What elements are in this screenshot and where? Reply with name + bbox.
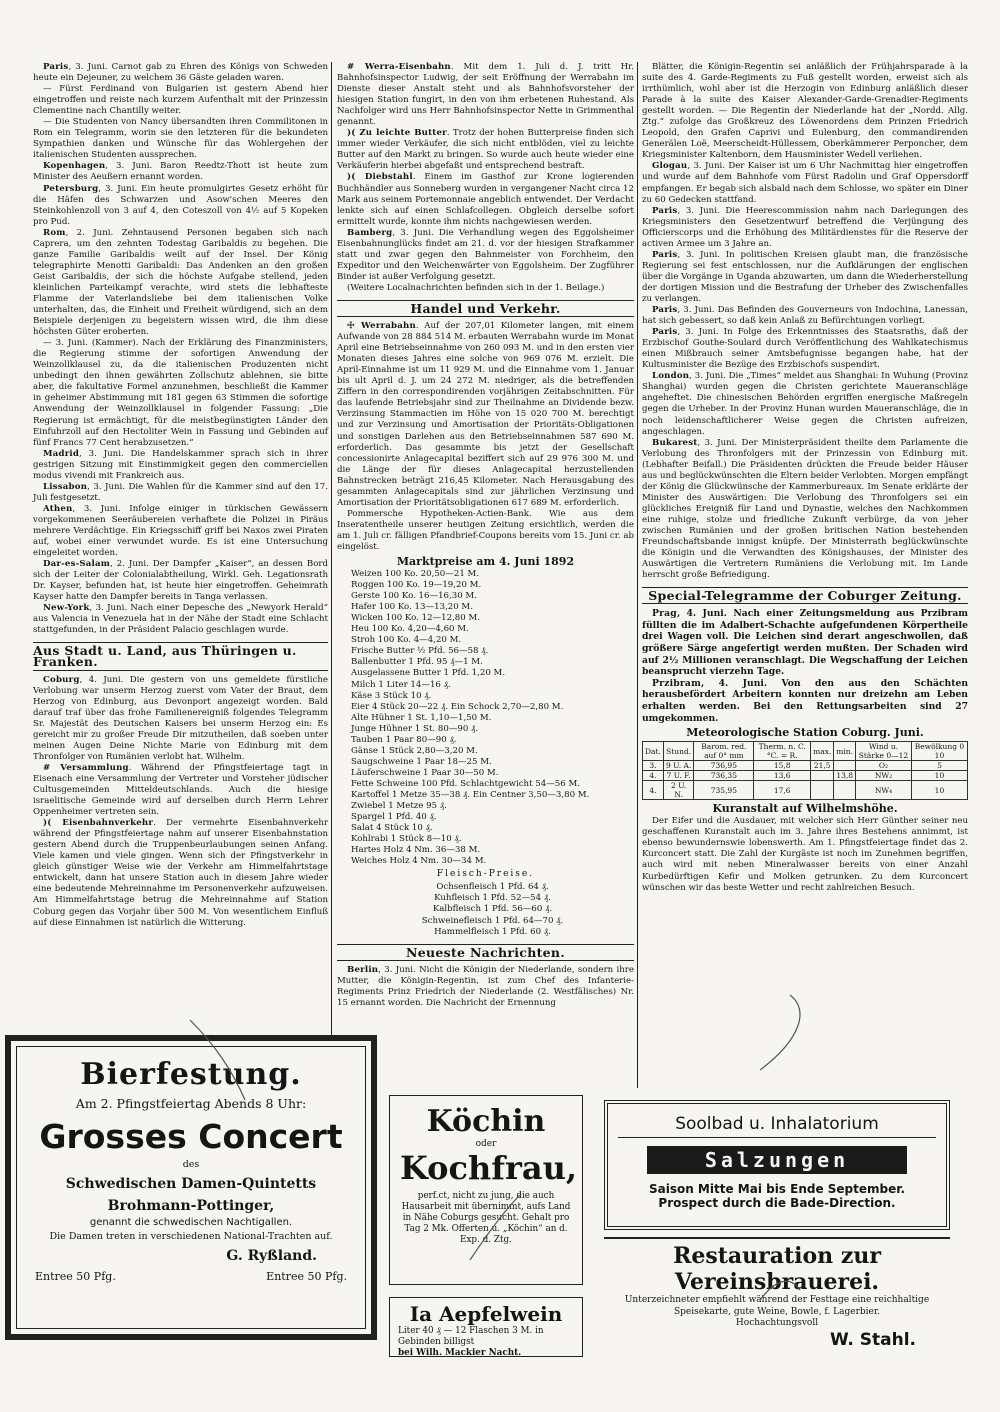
article-text: , 3. Juni. Nach einer Depesche des „Newyork Herald“ aus Valencia in Venezuela hat in der Nähe der Stadt eine Schlacht stattgefunden, in der Präsident Palacio geschlagen wurde. (33, 603, 328, 636)
article-dateline: ☩ Werrabahn (347, 321, 416, 332)
table-cell: 736,95 (694, 761, 754, 771)
article-dateline: Madrid (43, 448, 80, 459)
article-text: — 3. Juni. (Kammer). Nach der Erklärung des Finanzministers, die Regierung stimme der sofortigen Anwendung der Weinzollklausel zu, da die italienischen Produzenten nicht unbedingt den ihnen gewährten Zollschutz ablehnen, sie bitte aber, die fakultative Formel anzunehmen, beschließt die Kammer in geheimer Abstimmung mit 181 gegen 63 Stimmen die sofortige Anwendung der Weinzollklausel in folgender Fassung: „Die Regierung ist ermächtigt, für die meistbegünstigten Länder den Einfuhrzoll auf den Hectoliter Wein in Fassung und Gebinden auf fünf Francs 77 Cent herabzusetzen.“ (33, 338, 328, 448)
meteo-title: Meteorologische Station Coburg. Juni. (686, 726, 924, 740)
ad-group: Schwedischen Damen-Quintetts (65, 1176, 317, 1192)
market-price-line: Weizen 100 Ko. 20,50—21 M. (351, 569, 480, 580)
article-text: , 3. Juni. Carnot gab zu Ehren des Königs von Schweden heute ein Dejeuner, zu welchem 36 Gäste geladen waren. (33, 62, 328, 84)
article-paragraph (33, 62, 328, 84)
section-title: Neueste Nachrichten. (337, 944, 634, 961)
market-price-line: Stroh 100 Ko. 4—4,20 M. (351, 635, 462, 646)
article-paragraph (642, 438, 968, 582)
article-paragraph (33, 449, 328, 482)
article-paragraph (642, 327, 968, 371)
article-text: — Die Studenten von Nancy übersandten ihren Commilitonen in Rom ein Telegramm, worin sie den letzteren für die bekundeten Sympathien danken und Wünsche für das Wohlergehen der italienischen Studenten aussprechen. (33, 117, 328, 161)
article-text: , 3. Juni. Die „Times“ meldet aus Shanghai: In Wuhung (Provinz Shanghai) wurden gegen die Christen gerichtete Maueranschläge angeheftet. Die chinesischen Behörden ergriffen energische Maßregeln gegen die Urheber. In der Provinz Hunan wurden Maueranschläge, die in noch leidenschaftlicherer Weise gegen die Christen aufreizen, angeschlagen. (642, 371, 968, 437)
ad-note: Die Damen treten in verschiedenen National-Trachten auf. (49, 1231, 333, 1242)
article-paragraph (33, 603, 328, 636)
article-text: . Während der Pfingstfeiertage tagt in Eisenach eine Versammlung der Vertreter und Vorsteher jüdischer Cultusgemeinden Mitteldeutschlands. Auch die hiesige israelitische Gemeinde wird auf derselben durch Herrn Lehrer Oppenheimer vertreten sein. (33, 762, 328, 818)
divider (618, 1137, 936, 1138)
article-paragraph (337, 283, 634, 294)
article-dateline: Rom (43, 227, 66, 238)
market-price-line: Ballenbutter 1 Pfd. 95 ₰—1 M. (351, 657, 483, 668)
table-cell (811, 771, 834, 781)
article-text: , 3. Juni. Ein heute promulgirtes Gesetz erhöht für die Häfen des Schwarzen und Asow'schen Meeres den Steinkohlenzoll von 3 auf 4, den Coteszoll von 4½ auf 5 Kopeken pro Pud. (33, 183, 328, 227)
article-text: , 3. Juni. Infolge einiger in türkischen Gewässern vorgekommenen Seeräubereien verhaftete die Polizei in Piräus mehrere Verdächtige. Ein Kriegsschiff griff bei Naxos zwei Piraten auf, wobei einer verwundet wurde. Es ist eine Untersuchung eingeleitet worden. (33, 503, 328, 559)
article-dateline: Paris (652, 327, 678, 338)
article-dateline: Prag (652, 608, 677, 620)
article-paragraph (337, 228, 634, 283)
table-header-cell: Therm. n. C. °C. = R. (754, 742, 811, 761)
article-text: , 3. Juni. Baron Reedtz-Thott ist heute zum Minister des Aeußern ernannt worden. (33, 161, 328, 183)
meat-price-line: Kuhfleisch 1 Pfd. 52—54 ₰. (434, 893, 551, 904)
section-title: Handel und Verkehr. (337, 300, 634, 317)
article-text: . Der vermehrte Eisenbahnverkehr während der Pfingstfeiertage nahm auf unserer Eisenbahnstation gestern Abend durch die Truppenbeurlaubungen seinen Anfang. Viele kamen und viele gingen. Wenn sich der Pfingstverkehr in gleich günstiger Weise wie der Verkehr am Himmelfahrtstage entwickelt, dann hat unsere Station auch in diesem Jahre wieder eine bedeutende Mehreinnahme im Personenverkehr aufzuweisen. Am Himmelfahrtstage betrug die Mehreinnahme auf Station Coburg gegen das Vorjahr über 500 M. Von wesentlichem Einfluß auf diese Einnahmen ist natürlich die Witterung. (33, 818, 328, 928)
article-text: — Fürst Ferdinand von Bulgarien ist gestern Abend hier eingetroffen und reiste nach kurzem Aufenthalt mit der Prinzessin Clementine nach Chantilly weiter. (33, 84, 328, 117)
article-dateline: Athen (43, 503, 73, 514)
table-cell: 9 U. A. (663, 761, 693, 771)
ad-soolbad (604, 1100, 950, 1230)
table-cell: 3. (643, 761, 664, 771)
article-paragraph (642, 371, 968, 437)
market-price-line: Eier 4 Stück 20—22 ₰. Ein Schock 2,70—2,80 M. (351, 701, 564, 712)
article-text: , 3. Juni. Die Heerescommission nahm nach Darlegungen des Kriegsministers den Gesetzentwurf betreffend die Verjüngung des Officierscorps und die Erhöhung des Militärdienstes für die Reserve der activen Armee um 3 Jahre an. (642, 205, 968, 249)
article-paragraph (33, 117, 328, 161)
article-dateline: # Werra-Eisenbahn (347, 62, 451, 72)
ad-oder: oder (475, 1139, 497, 1149)
table-cell: 4. (643, 771, 664, 781)
article-text: . Einem im Gasthof zur Krone logierenden Buchhändler aus Sonneberg wurden in vergangener Nacht circa 12 Mark aus seinem Portemonnaie angeblich entwendet. Der Verdacht lenkte sich auf einen Schlafcollegen. Obgleich derselbe sofort ermittelt wurde, konnte ihm nichts nachgewiesen werden. (337, 172, 635, 227)
article-dateline: )( Diebstahl (347, 172, 413, 183)
market-price-line: Läuferschweine 1 Paar 30—50 M. (351, 767, 499, 778)
market-price-line: Salat 4 Stück 10 ₰. (351, 823, 433, 834)
market-price-line: Heu 100 Ko. 4,20—4,60 M. (351, 624, 469, 635)
ad-signature: bei Wilh. Mackier Nacht. (398, 1348, 522, 1358)
article-text: , 2. Juni. Der Dampfer „Kaiser“, an dessen Bord sich der Leiter der Colonialabtheilung, Wirkl. Geh. Legationsrath Dr. Kayser, befunden hat, ist heute hier eingetroffen. Geheimrath Kayser hatte den Dampfer bereits in Tanga verlassen. (33, 559, 328, 603)
article-paragraph (33, 84, 328, 117)
article-dateline: Bamberg (347, 227, 393, 238)
market-price-line: Roggen 100 Ko. 19—19,20 M. (351, 580, 482, 591)
article-paragraph (337, 965, 634, 1009)
ad-body: Unterzeichneter empfiehlt während der Festtage eine reichhaltige Speisekarte, gute Weine, Bowle, f. Lagerbier. (624, 1295, 930, 1317)
article-text: . Mit dem 1. Juli d. J. tritt Hr. Bahnhofsinspector Ludwig, der seit Eröffnung der Werrabahn im Dienste dieser Anstalt steht und als Bahnhofsvorsteher der hiesigen Station fungirt, in den von ihm erbetenen Ruhestand. Als Nachfolger wird uns Herr Bahnhofsinspector Nette in Grimmenthal genannt. (337, 62, 634, 128)
ad-title: Köchin (426, 1104, 546, 1139)
article-text: , 2. Juni. Zehntausend Personen begaben sich nach Caprera, um den zehnten Todestag Garibaldis zu begehen. Die ganze Familie Garibaldis weilt auf der Insel. Der König telegraphirte Menotti Garibaldi: Das Andenken an den großen Geist Garibaldis, der sich die höchste Aufgabe stellend, jeden kleinlichen Parteikampf verachte, wird stets die lebhafteste Flamme der Vaterlandsliebe bei dem italienischen Volke unterhalten, das, die Einheit und Freiheit würdigend, sich an dem Beispiele derjenigen zu begeistern wissen wird, die ihm diese höchsten Güter eroberten. (33, 227, 328, 338)
table-cell: 10 (911, 781, 967, 800)
ad-names: Brohmann-Pottinger, (107, 1198, 275, 1214)
ad-entry-right: Entree 50 Pfg. (266, 1270, 347, 1283)
market-price-line: Hafer 100 Ko. 13—13,20 M. (351, 602, 473, 613)
ad-title: Soolbad u. Inhalatorium (675, 1114, 879, 1134)
article-text: , 3. Juni. In politischen Kreisen glaubt man, die französische Regierung sei fest entschlossen, nur die Aufklärungen der englischen über die Vorgänge in Uganda abzuwarten, um dann die Wiederherstellung der dortigen Mission und die Bestrafung der Urheber des Zwischenfalles zu verlangen. (642, 249, 968, 304)
table-row (643, 761, 968, 771)
article-paragraph (337, 172, 634, 227)
table-cell: 735,95 (694, 781, 754, 800)
market-title: Marktpreise am 4. Juni 1892 (396, 555, 575, 569)
article-paragraph (642, 608, 968, 678)
ad-body: Liter 40 ₰ — 12 Flaschen 3 M. in Gebinden billigst (398, 1326, 544, 1347)
ad-title: Bierfestung. (80, 1057, 302, 1092)
article-dateline: )( Eisenbahnverkehr (43, 818, 154, 829)
article-dateline: Dar-es-Salam (43, 559, 111, 570)
table-header-cell: Stund. (663, 742, 693, 761)
table-cell: 17,6 (754, 781, 811, 800)
article-paragraph (337, 509, 634, 553)
table-cell: 13,6 (754, 771, 811, 781)
article-paragraph (642, 161, 968, 205)
table-cell: NW₂ (856, 771, 912, 781)
article-text: , 3. Juni. In Folge des Erkenntnisses des Staatsraths, daß der Erzbischof Gouthe-Soulard durch Veröffentlichung des Wahlkatechismus einen Mißbrauch seiner Amtsbefugnisse begangen habe, hat der Kultusminister die Bezüge des Erzbischofs suspendirt. (642, 327, 968, 371)
article-dateline: Glogau (652, 161, 688, 172)
meat-price-title: Fleisch-Preise. (436, 869, 535, 880)
ad-band: Salzungen (647, 1146, 907, 1174)
table-cell: 13,8 (834, 771, 856, 781)
table-row (643, 781, 968, 800)
article-text: , 4. Juni. Nach einer Zeitungsmeldung aus Przibram füllten die im Adalbert-Schachte aufgefundenen Körpertheile drei Wagen voll. Die Leichen sind derart angeschwollen, daß größere Särge angefertigt werden mußten. Der Schaden wird auf 2½ Millionen veranschlagt. Die Wegschaffung der Leichen beansprucht vierzehn Tage. (642, 608, 968, 678)
article-text: , 3. Juni. Die Handelskammer sprach sich in ihrer gestrigen Sitzung mit Einstimmigkeit gegen den commerciellen modus vivendi mit Frankreich aus. (33, 448, 328, 481)
article-dateline: Paris (652, 249, 678, 260)
article-paragraph (642, 305, 968, 327)
ad-by: des (182, 1159, 200, 1170)
article-dateline: Lissabon (43, 481, 88, 492)
market-price-line: Hartes Holz 4 Nm. 36—38 M. (351, 845, 481, 856)
column-rule (331, 62, 332, 1088)
article-text: , 3. Juni. Die Wahlen für die Kammer sind auf den 17. Juli festgesetzt. (33, 481, 328, 503)
market-price-line: Alte Hühner 1 St. 1,10—1,50 M. (351, 712, 492, 723)
ad-headline: Grosses Concert (39, 1117, 343, 1156)
column-1 (33, 62, 328, 929)
meat-price-line: Kalbfleisch 1 Pfd. 56—60 ₰. (432, 904, 553, 915)
table-cell (811, 781, 834, 800)
article-paragraph (642, 62, 968, 161)
article-paragraph (33, 818, 328, 928)
table-cell: 15,8 (754, 761, 811, 771)
table-header-cell: Wind u. Stärke 0—12 (856, 742, 912, 761)
article-paragraph (33, 228, 328, 338)
section-title: Special-Telegramme der Coburger Zeitung. (642, 587, 968, 604)
market-price-line: Saugschweine 1 Paar 18—25 M. (351, 756, 492, 767)
article-text: Pommersche Hypotheken-Actien-Bank. Wie aus dem Inseratentheile unserer heutigen Zeitung ersichtlich, werden die am 1. Juli cr. fälligen Pfandbrief-Coupons bereits vom 15. Juni cr. ab eingelöst. (337, 508, 634, 552)
market-price-line: Junge Hühner 1 St. 80—90 ₰. (351, 723, 479, 734)
article-dateline: )( Zu leichte Butter (347, 128, 447, 139)
ad-prospect: Prospect durch die Bade-Direction. (658, 1196, 896, 1210)
ad-restauration (604, 1237, 950, 1355)
market-price-line: Wicken 100 Ko. 12—12,80 M. (351, 613, 481, 624)
article-dateline: Paris (652, 305, 678, 316)
market-price-line: Gerste 100 Ko. 16—16,30 M. (351, 591, 477, 602)
article-dateline: Coburg (43, 674, 80, 685)
table-cell: 21,5 (811, 761, 834, 771)
article-dateline: London (652, 371, 690, 382)
article-dateline: New-York (43, 603, 90, 614)
ad-entry-row (25, 1270, 357, 1283)
table-cell (834, 781, 856, 800)
article-text: , 4. Juni. Von den aus den Schächten herausbefördert Arbeitern konnten nur dreizehn am Leben erhalten werden. Bei den Rettungsarbeiten sind 27 umgekommen. (642, 677, 968, 724)
table-header-cell: Bewölkung 0 10 (911, 742, 967, 761)
article-paragraph (33, 763, 328, 818)
market-price-line: Kartoffel 1 Metze 35—38 ₰. Ein Centner 3,50—3,80 M. (351, 790, 590, 800)
article-paragraph (33, 482, 328, 504)
table-header-row (643, 742, 968, 761)
article-dateline: Berlin (347, 964, 379, 975)
article-paragraph (337, 128, 634, 172)
ad-greet: Hochachtungsvoll (735, 1318, 819, 1328)
ad-entry-left: Entree 50 Pfg. (35, 1270, 116, 1283)
ad-apfelwein (389, 1297, 583, 1357)
market-price-line: Zwiebel 1 Metze 95 ₰. (351, 801, 447, 812)
article-dateline: Petersburg (43, 183, 99, 194)
article-text: , 3. Juni. Der Ministerpräsident theilte dem Parlamente die Verlobung des Thronfolgers mit der Prinzessin von Edinburg mit. (Lebhafter Beifall.) Die Präsidenten drückten die Freude beider Häuser aus und beglückwünschten die Eltern beider Verlobten. Morgen empfängt der König die Glückwünsche der Kammerbureaux. Im Senate erklärte der Minister des Auswärtigen: Die Verlobung des Thronfolgers sei ein glückliches Ereigniß für Land und Dynastie, welches den Nachkommen eine ruhige, stolze und friedliche Zukunft verbürge, da von jeher zwischen Rumänien und der großen britischen Nation bestehenden Freundschaftsbande innigst knüpfe. Der Ministerrath beglückwünschte die Königin und die Verwandten des Königshauses, der Minister des Auswärtigen die Vertretern Rumäniens die Verlobung mit. Im Lande herrscht große Befriedigung. (642, 437, 968, 581)
table-cell: 5 (911, 761, 967, 771)
ad-season: Saison Mitte Mai bis Ende September. (648, 1182, 906, 1196)
table-cell: 736,35 (694, 771, 754, 781)
table-cell: 2 U. N. (663, 781, 693, 800)
table-header-cell: min. (834, 742, 856, 761)
article-dateline: Paris (43, 62, 69, 72)
column-rule (637, 62, 638, 1088)
article-paragraph (33, 184, 328, 228)
ad-bierfestung (5, 1035, 377, 1340)
ad-sub: genannt die schwedischen Nachtigallen. (89, 1217, 293, 1228)
article-dateline: Kopenhagen (43, 161, 106, 172)
market-price-line: Weiches Holz 4 Nm. 30—34 M. (351, 856, 487, 867)
article-text: , 3. Juni. Die Verhandlung wegen des Eggolsheimer Eisenbahnunglücks findet am 21. d. vor der hiesigen Strafkammer statt und zwar gegen den Bahnmeister von Forchheim, den Expeditor und den Weichenwärter von Eggolsheim. Der Zugführer Binder ist außer Verfolgung gesetzt. (337, 227, 634, 282)
article-dateline: Paris (652, 205, 678, 216)
article-text: , 3. Juni. Das Befinden des Gouverneurs von Indochina, Lanessan, hat sich gebessert, so daß kein Anlaß zu Befürchtungen vorliegt. (642, 305, 968, 327)
ad-body: perf.ct, nicht zu jung, die auch Hausarbeit mit übernimmt, aufs Land in Nähe Coburgs gesucht. Gehalt pro Tag 2 Mk. Offerten u. „Köchin“ an d. Exp. d. Ztg. (401, 1191, 571, 1245)
article-text: . Auf der 207,01 Kilometer langen, mit einem Aufwande von 28 884 514 M. erbauten Werrabahn wurde im Monat April eine Betriebseinnahme von 260 093 M. und in den ersten vier Monaten dieses Jahres eine solche von 969 076 M. erzielt. Die April-Einnahme ist um 11 929 M. und die Einnahme vom 1. Januar bis ult April d. J. um 24 272 M. niedriger, als die betreffenden Ziffern in den correspondirenden vorjährigen Zeitabschnitten. Für das laufende Betriebsjahr sind zur Theilnahme an Dividende bezw. Verzinsung Stammactien im Höhe von 15 020 700 M. berechtigt und zur Verzinsung und Amortisation der Prioritäts-Obligationen und sonstigen Darlehen aus den Betriebseinnahmen 587 690 M. erforderlich. Das gesammte bis jetzt der Gesellschaft concessionirte Anlagecapital beziffert sich auf 29 976 300 M. und die Länge der für dieses Anlagecapital herzustellenden Bahnstrecken beträgt 216,45 Kilometer. Nach Herausgabung des gesammten Anlagecapitals sind zur jährlichen Verzinsung und Amortisation der Prioritätsobligationen 617 689 M. erforderlich. (337, 321, 634, 508)
meat-price-line: Hammelfleisch 1 Pfd. 60 ₰. (434, 926, 551, 937)
article-paragraph (33, 675, 328, 763)
article-text: Der Eifer und die Ausdauer, mit welcher sich Herr Günther seiner neu geschaffenen Kuranstalt auch im 3. Jahre ihres Bestehens annimmt, ist ebenso bewundernswie lobenswerth. Am 1. Pfingstfeiertage findet das 2. Kurconcert statt. Die Zahl der Kurgäste ist noch im Zunehmen begriffen, auch wird mit neben Mineralwasser bereits von einer Anzahl Kurbedürftigen Kefir und Molken getrunken. Zu dem Kurconcert wünschen wir das beste Wetter und recht zahlreichen Besuch. (642, 816, 968, 893)
table-cell: 4. (643, 781, 664, 800)
market-price-line: Käse 3 Stück 10 ₰. (351, 690, 432, 701)
market-price-line: Spargel 1 Pfd. 40 ₰. (351, 812, 437, 823)
meat-price-line: Schweinefleisch 1 Pfd. 64—70 ₰. (421, 915, 564, 926)
article-paragraph (33, 559, 328, 603)
ad-title2: Kochfrau, (400, 1149, 577, 1187)
article-paragraph (33, 504, 328, 559)
article-text: (Weitere Localnachrichten befinden sich in der 1. Beilage.) (347, 282, 605, 293)
table-cell: 7 U. F. (663, 771, 693, 781)
ad-title: Restauration zur Vereinsbrauerei. (673, 1243, 881, 1295)
market-price-line: Kohlrabi 1 Stück 8—10 ₰. (351, 834, 462, 845)
column-3 (642, 62, 968, 894)
kur-title: Kuranstalt auf Wilhelmshöhe. (712, 802, 898, 816)
article-paragraph (642, 678, 968, 724)
article-text: , 3. Juni. Der Kaiser ist um 6 Uhr Nachmittag hier eingetroffen und wurde auf dem Bahnhofe vom Fürst Radolin und Graf Oppersdorff empfangen. Er begab sich alsbald nach dem Schlosse, wo später ein Diner zu 60 Gedecken stattfand. (642, 161, 968, 205)
article-paragraph (337, 321, 634, 509)
column-2 (337, 62, 634, 1009)
table-row (643, 771, 968, 781)
table-cell (834, 761, 856, 771)
market-price-line: Milch 1 Liter 14—16 ₰. (351, 679, 451, 690)
meteo-table (642, 741, 968, 800)
article-text: , 4. Juni. Die gestern von uns gemeldete fürstliche Verlobung war unserm Herzog zuerst vom Vater der Braut, dem Herzog von Edinburg, aus Devonport angezeigt worden. Bald darauf traf über das frohe Familienereigniß folgendes Telegramm Sr. Majestät des Deutschen Kaisers bei unserm Herzog ein: Es gereicht mir zu großer Freude Dir mitzutheilen, daß soeben unter meinen Augen Deine Nichte Marie von Edinburg mit dem Thronfolger von Rumänien verlobt hat. Wilhelm. (33, 674, 328, 762)
table-header-cell: Barom. red. auf 0° mm (694, 742, 754, 761)
table-header-cell: Dat. (643, 742, 664, 761)
market-price-line: Fette Schweine 100 Pfd. Schlachtgewicht 54—56 M. (351, 778, 581, 789)
ad-koechin (389, 1095, 583, 1285)
ad-date: Am 2. Pfingstfeiertag Abends 8 Uhr: (75, 1096, 307, 1111)
article-paragraph (33, 338, 328, 448)
article-paragraph (642, 250, 968, 305)
article-dateline: Przibram (652, 677, 701, 689)
section-title: Aus Stadt u. Land, aus Thüringen u. Franken. (33, 642, 328, 670)
market-price-line: Ausgelassene Butter 1 Pfd. 1,20 M. (351, 668, 506, 679)
article-paragraph (33, 161, 328, 183)
table-cell: 10 (911, 771, 967, 781)
table-cell: O₂ (856, 761, 912, 771)
article-text: . Trotz der hohen Butterpreise finden sich immer wieder Verkäufer, die sich nicht entblöden, viel zu leichte Butter auf den Markt zu bringen. So wurde auch heute wieder eine Verkäuferin hierbei abgefaßt und entsprechend bestraft. (337, 128, 634, 172)
article-text: Blätter, die Königin-Regentin sei anläßlich der Frühjahrsparade à la suite des 4. Garde-Regiments zu Fuß gestellt worden, erweist sich als irrthümlich, wohl aber ist die Herzogin von Edinburg anläßlich dieser Parade à la suite des Kaiser Alexander-Garde-Grenadier-Regiments gestellt worden. — Die Regentin der Niederlande hat der „Nordd. Allg. Ztg.“ zufolge das Großkreuz des Löwenordens dem Prinzen Friedrich Leopold, den Grafen Caprivi und Eulenburg, den commandirenden Generälen Loë, Meerscheidt-Hüllessem, Oberkämmerer Perponcher, dem Kriegsminister Kaltenborn, dem Hausminister Wedell verliehen. (642, 62, 968, 161)
market-price-line: Frische Butter ½ Pfd. 56—58 ₰. (351, 646, 489, 657)
ad-signature: W. Stahl. (830, 1329, 916, 1350)
article-dateline: # Versammlung (43, 762, 129, 773)
ad-title: Ia Aepfelwein (409, 1302, 563, 1326)
article-paragraph (642, 206, 968, 250)
table-cell: NW₄ (856, 781, 912, 800)
meat-price-line: Ochsenfleisch 1 Pfd. 64 ₰. (436, 882, 549, 893)
ad-signature: G. Ryßland. (226, 1248, 317, 1264)
article-text: , 3. Juni. Nicht die Königin der Niederlande, sondern ihre Mutter, die Königin-Regentin, ist zum Chef des Infanterie-Regiments Prinz Friedrich der Niederlande (2. Westfälisches) Nr. 15 ernannt worden. Die Nachricht der Ernennung (337, 964, 634, 1008)
article-dateline: Bukarest (652, 437, 698, 448)
table-header-cell: max. (811, 742, 834, 761)
market-price-line: Gänse 1 Stück 2,80—3,20 M. (351, 745, 478, 756)
article-paragraph (337, 62, 634, 128)
market-price-line: Tauben 1 Paar 80—90 ₰. (351, 734, 457, 745)
